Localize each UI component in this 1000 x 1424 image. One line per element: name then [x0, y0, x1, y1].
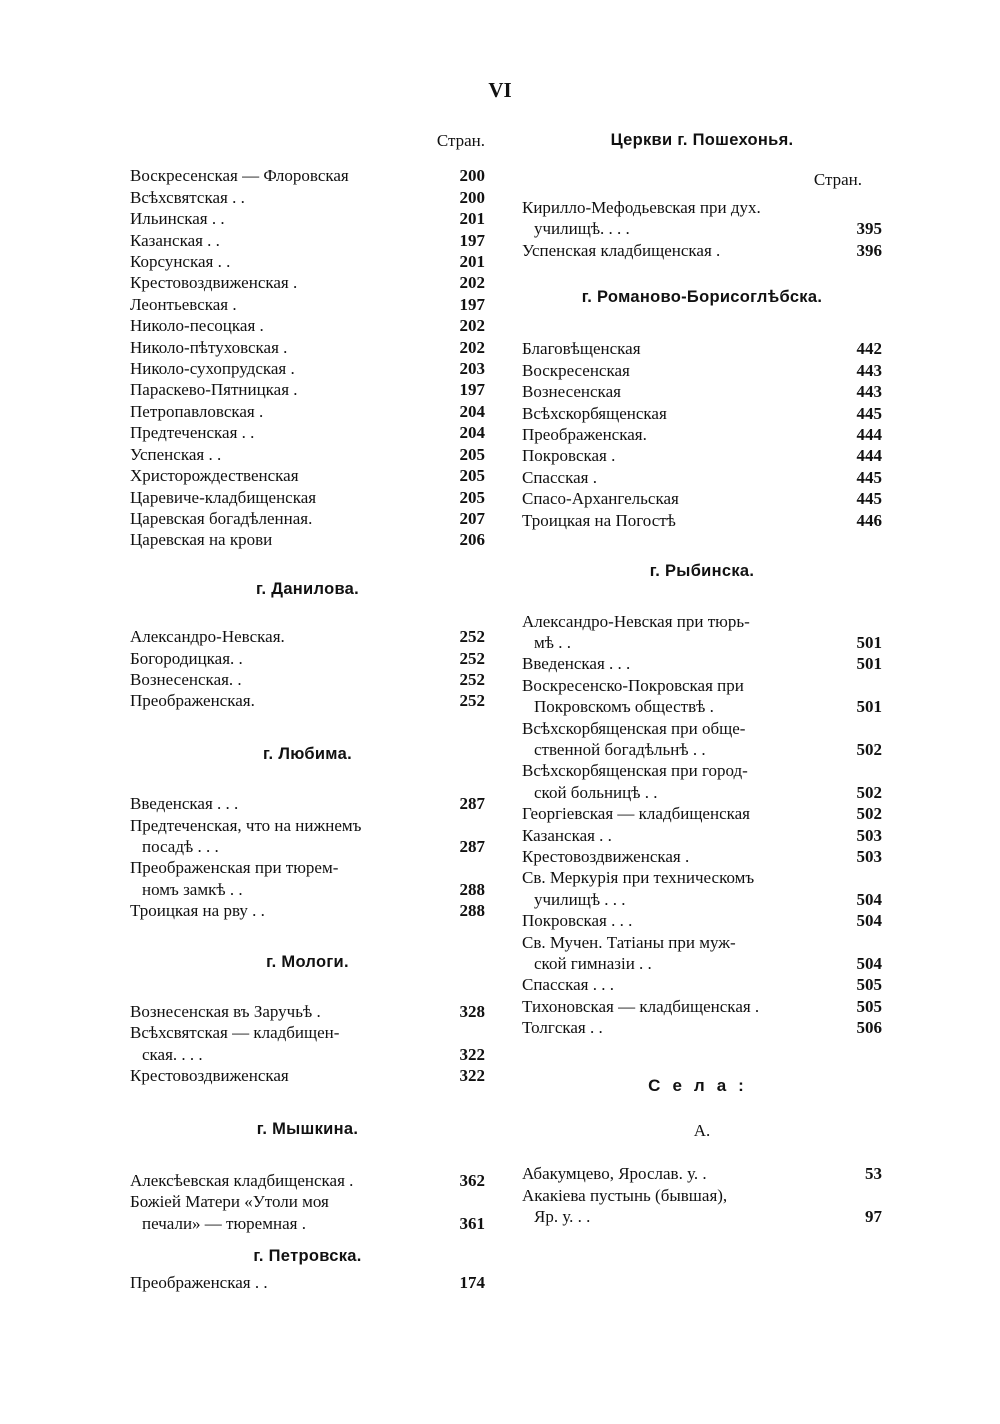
entry-title: Спасо-Архангельская: [522, 489, 679, 509]
index-entry: [130, 508, 485, 529]
index-entry: [130, 251, 485, 272]
entry-title-line1: Всѣхскорбященская при город-: [522, 761, 748, 781]
entry-title: Крестовоздвиженская: [130, 1066, 289, 1086]
entry-page: 503: [856, 846, 882, 866]
mologa-list: [130, 1001, 485, 1087]
entry-page: 252: [459, 691, 485, 711]
right-column: [522, 130, 882, 1228]
entry-page: 197: [459, 380, 485, 400]
entry-title: Воскресенская — Флоровская: [130, 166, 349, 186]
entry-page: 395: [856, 219, 882, 239]
entry-title: Вознесенская: [522, 382, 621, 402]
entry-title-line1: Акакіева пустынь (бывшая),: [522, 1185, 728, 1205]
entry-page: 252: [459, 648, 485, 668]
index-entry: [130, 1272, 485, 1293]
petrovsk-list: [130, 1272, 485, 1293]
entry-page: 361: [459, 1213, 485, 1233]
left-column: [130, 130, 485, 1293]
entry-title: Предтеченская . .: [130, 423, 255, 443]
entry-page: 203: [459, 359, 485, 379]
entry-page: 202: [459, 337, 485, 357]
entry-page: 174: [459, 1272, 485, 1292]
index-entry: [130, 815, 485, 858]
entry-page: 204: [459, 401, 485, 421]
index-entry: [522, 510, 882, 531]
index-entry: [522, 910, 882, 931]
entry-page: 443: [856, 382, 882, 402]
entry-title-line1: Св. Меркурія при техническомъ: [522, 868, 755, 888]
entry-page: 501: [856, 697, 882, 717]
section-title-poshekhonye: Церкви г. Пошехонья.: [610, 131, 794, 149]
yaroslavl-churches-list: [130, 165, 485, 550]
entry-title-line2: посадѣ . . .: [142, 836, 219, 856]
index-entry: [522, 932, 882, 975]
romanovo-list: [522, 338, 882, 531]
index-entry: [130, 401, 485, 422]
entry-page: 445: [856, 467, 882, 487]
poshekhonye-list: [522, 197, 882, 261]
index-entry: [522, 653, 882, 674]
entry-title: Алексѣевская кладбищенская .: [130, 1171, 354, 1191]
index-entry: [130, 230, 485, 251]
entry-page: 205: [459, 444, 485, 464]
index-entry: [130, 337, 485, 358]
section-title-romanovo: г. Романово-Борисоглѣбска.: [581, 288, 823, 307]
entry-title-line1: Св. Мучен. Татіаны при муж-: [522, 932, 736, 952]
entry-title: Воскресенская: [522, 360, 630, 380]
entry-title-line1: Преображенская при тюрем-: [130, 858, 339, 878]
entry-title: Ильинская . .: [130, 209, 225, 229]
entry-page: 446: [856, 510, 882, 530]
entry-page: 506: [856, 1018, 882, 1038]
index-entry: [522, 1017, 882, 1038]
column-head-pages: Стран.: [436, 131, 485, 150]
index-entry: [130, 690, 485, 711]
entry-title: Царевская на крови: [130, 530, 273, 550]
entry-page: 288: [459, 879, 485, 899]
entry-title-line2: ственной богадѣльнѣ . .: [534, 739, 706, 759]
index-entry: [130, 1001, 485, 1022]
entry-title: Александро-Невская.: [130, 627, 285, 647]
index-entry: [522, 760, 882, 803]
entry-page: 205: [459, 487, 485, 507]
entry-page: 505: [856, 996, 882, 1016]
entry-title: Благовѣщенская: [522, 339, 641, 359]
entry-page: 207: [459, 508, 485, 528]
index-entry: [130, 208, 485, 229]
entry-title: Богородицкая. .: [130, 648, 243, 668]
entry-page: 202: [459, 273, 485, 293]
index-entry: [522, 803, 882, 824]
index-entry: [522, 467, 882, 488]
entry-title-line2: печали» — тюремная .: [142, 1213, 306, 1233]
entry-title: Троицкая на рву . .: [130, 901, 265, 921]
entry-page: 197: [459, 230, 485, 250]
index-entry: [522, 1163, 882, 1184]
entry-title: Успенская . .: [130, 444, 222, 464]
entry-title-line1: Божіей Матери «Утоли моя: [130, 1192, 329, 1212]
entry-page: 502: [856, 739, 882, 759]
entry-title: Покровская .: [522, 446, 616, 466]
index-entry: [130, 1022, 485, 1065]
entry-page: 205: [459, 466, 485, 486]
entry-page: 445: [856, 403, 882, 423]
entry-title: Успенская кладбищенская .: [522, 240, 721, 260]
entry-title: Троицкая на Погостѣ: [522, 510, 676, 530]
entry-title: Леонтьевская .: [130, 294, 237, 314]
index-entry: [522, 381, 882, 402]
index-entry: [130, 1191, 485, 1234]
entry-title-line2: училищѣ. . . .: [534, 219, 630, 239]
entry-title: Царевская богадѣленная.: [130, 508, 313, 528]
entry-title: Казанская . .: [522, 825, 612, 845]
index-entry: [130, 626, 485, 647]
index-entry: [522, 1185, 882, 1228]
index-entry: [522, 197, 882, 240]
myshkin-list: [130, 1170, 485, 1234]
index-entry: [522, 825, 882, 846]
entry-page: 201: [459, 209, 485, 229]
alphabet-letter-a: А.: [693, 1121, 711, 1141]
entry-page: 443: [856, 360, 882, 380]
index-entry: [130, 444, 485, 465]
index-entry: [522, 611, 882, 654]
index-entry: [522, 488, 882, 509]
index-entry: [130, 315, 485, 336]
entry-page: 206: [459, 530, 485, 550]
entry-page: 202: [459, 316, 485, 336]
entry-page: 505: [856, 975, 882, 995]
entry-title: Покровская . . .: [522, 911, 633, 931]
entry-page: 252: [459, 627, 485, 647]
entry-title: Николо-пѣтуховская .: [130, 337, 288, 357]
entry-title: Всѣхскорбященская: [522, 403, 667, 423]
index-entry: [522, 996, 882, 1017]
entry-title: Георгіевская — кладбищенская: [522, 804, 750, 824]
entry-title-line1: Всѣхскорбященская при обще-: [522, 718, 746, 738]
index-entry: [130, 272, 485, 293]
entry-page: 444: [856, 446, 882, 466]
entry-title-line2: Яр. у. . .: [534, 1207, 591, 1227]
entry-page: 396: [856, 240, 882, 260]
entry-title: Введенская . . .: [130, 794, 239, 814]
entry-title: Корсунская . .: [130, 252, 231, 272]
entry-page: 504: [856, 954, 882, 973]
index-entry: [130, 465, 485, 486]
entry-title: Петропавловская .: [130, 401, 264, 421]
entry-page: 503: [856, 825, 882, 845]
index-entry: [522, 403, 882, 424]
entry-title: Толгская . .: [522, 1018, 603, 1038]
entry-title-line2: училищѣ . . .: [534, 889, 626, 909]
index-entry: [130, 379, 485, 400]
entry-title: Преображенская.: [130, 691, 255, 711]
index-entry: [130, 669, 485, 690]
danilov-list: [130, 626, 485, 712]
entry-page: 504: [856, 911, 882, 931]
entry-page: 53: [865, 1164, 882, 1184]
entry-title-line2: ской больницѣ . .: [534, 782, 658, 802]
entry-page: 204: [459, 423, 485, 443]
entry-page: 97: [865, 1207, 882, 1227]
entry-page: 322: [459, 1044, 485, 1064]
entry-page: 287: [459, 794, 485, 814]
entry-page: 501: [856, 654, 882, 674]
entry-title: Николо-сухопрудская .: [130, 359, 295, 379]
entry-title: Спасская .: [522, 467, 597, 487]
entry-page: 501: [856, 632, 882, 652]
index-entry: [130, 857, 485, 900]
entry-title: Введенская . . .: [522, 654, 631, 674]
entry-title: Казанская . .: [130, 230, 220, 250]
index-entry: [522, 424, 882, 445]
index-entry: [130, 294, 485, 315]
index-entry: [130, 900, 485, 921]
entry-title-line1: Предтеченская, что на нижнемъ: [130, 815, 362, 835]
entry-title: Христорождественская: [130, 466, 299, 486]
entry-page: 362: [459, 1171, 485, 1191]
index-entry: [130, 793, 485, 814]
index-entry: [130, 1170, 485, 1191]
index-entry: [130, 165, 485, 186]
lyubim-list: [130, 793, 485, 921]
entry-page: 504: [856, 889, 882, 909]
index-entry: [130, 187, 485, 208]
index-entry: [522, 675, 882, 718]
entry-title: Царевиче-кладбищенская: [130, 487, 317, 507]
section-title-petrovsk: г. Петровска.: [253, 1247, 362, 1266]
index-entry: [130, 1065, 485, 1086]
entry-page: 328: [459, 1002, 485, 1021]
rybinsk-list: [522, 611, 882, 1039]
entry-page: 288: [459, 901, 485, 921]
entry-title-line1: Кирилло-Мефодьевская при дух.: [522, 197, 761, 217]
entry-page: 200: [459, 187, 485, 207]
entry-title: Всѣхсвятская . .: [130, 187, 245, 207]
entry-title: Крестовоздвиженская .: [130, 273, 298, 293]
index-entry: [522, 445, 882, 466]
index-entry: [522, 867, 882, 910]
entry-title: Параскево-Пятницкая .: [130, 380, 298, 400]
entry-title: Преображенская . .: [130, 1272, 268, 1292]
entry-title: Абакумцево, Ярослав. у. .: [522, 1164, 707, 1184]
entry-page: 444: [856, 425, 882, 445]
entry-page: 445: [856, 489, 882, 509]
section-title-sela: Села:: [648, 1075, 756, 1095]
index-entry: [522, 240, 882, 261]
entry-title: Крестовоздвиженская .: [522, 846, 690, 866]
entry-page: 502: [856, 804, 882, 824]
entry-page: 252: [459, 669, 485, 689]
entry-page: 287: [459, 836, 485, 856]
index-entry: [130, 529, 485, 550]
entry-title-line2: ской гимназіи . .: [534, 954, 652, 973]
entry-page: 502: [856, 782, 882, 802]
index-entry: [522, 338, 882, 359]
entry-page: 322: [459, 1066, 485, 1086]
sela-list: [522, 1163, 882, 1227]
page-number: VI: [488, 78, 512, 102]
index-entry: [130, 648, 485, 669]
entry-title: Вознесенская въ Заручьѣ .: [130, 1002, 321, 1021]
entry-title: Вознесенская. .: [130, 669, 242, 689]
index-entry: [522, 974, 882, 995]
entry-title: Николо-песоцкая .: [130, 316, 264, 336]
entry-page: 201: [459, 252, 485, 272]
entry-title-line2: Покровскомъ обществѣ .: [534, 697, 714, 717]
section-title-rybinsk: г. Рыбинска.: [649, 562, 755, 581]
section-title-danilov: г. Данилова.: [255, 579, 360, 598]
entry-page: 197: [459, 294, 485, 314]
index-entry: [522, 846, 882, 867]
index-entry: [130, 422, 485, 443]
index-entry: [130, 487, 485, 508]
section-title-mologa: г. Мологи.: [266, 952, 349, 971]
entry-title-line1: Воскресенско-Покровская при: [522, 675, 744, 695]
section-title-lyubim: г. Любима.: [263, 744, 352, 763]
column-head-pages-right: Стран.: [813, 170, 862, 190]
index-entry: [522, 718, 882, 761]
entry-title: Преображенская.: [522, 425, 647, 445]
entry-page: 442: [856, 339, 882, 359]
index-entry: [130, 358, 485, 379]
entry-title-line1: Александро-Невская при тюрь-: [522, 611, 750, 631]
entry-title-line2: мѣ . .: [534, 632, 571, 652]
index-entry: [522, 360, 882, 381]
entry-title: Тихоновская — кладбищенская .: [522, 996, 760, 1016]
entry-page: 200: [459, 166, 485, 186]
section-title-myshkin: г. Мышкина.: [256, 1119, 359, 1138]
entry-title: Спасская . . .: [522, 975, 614, 995]
entry-title-line2: номъ замкѣ . .: [142, 879, 243, 899]
entry-title-line2: ская. . . .: [142, 1044, 203, 1064]
entry-title-line1: Всѣхсвятская — кладбищен-: [130, 1023, 340, 1043]
